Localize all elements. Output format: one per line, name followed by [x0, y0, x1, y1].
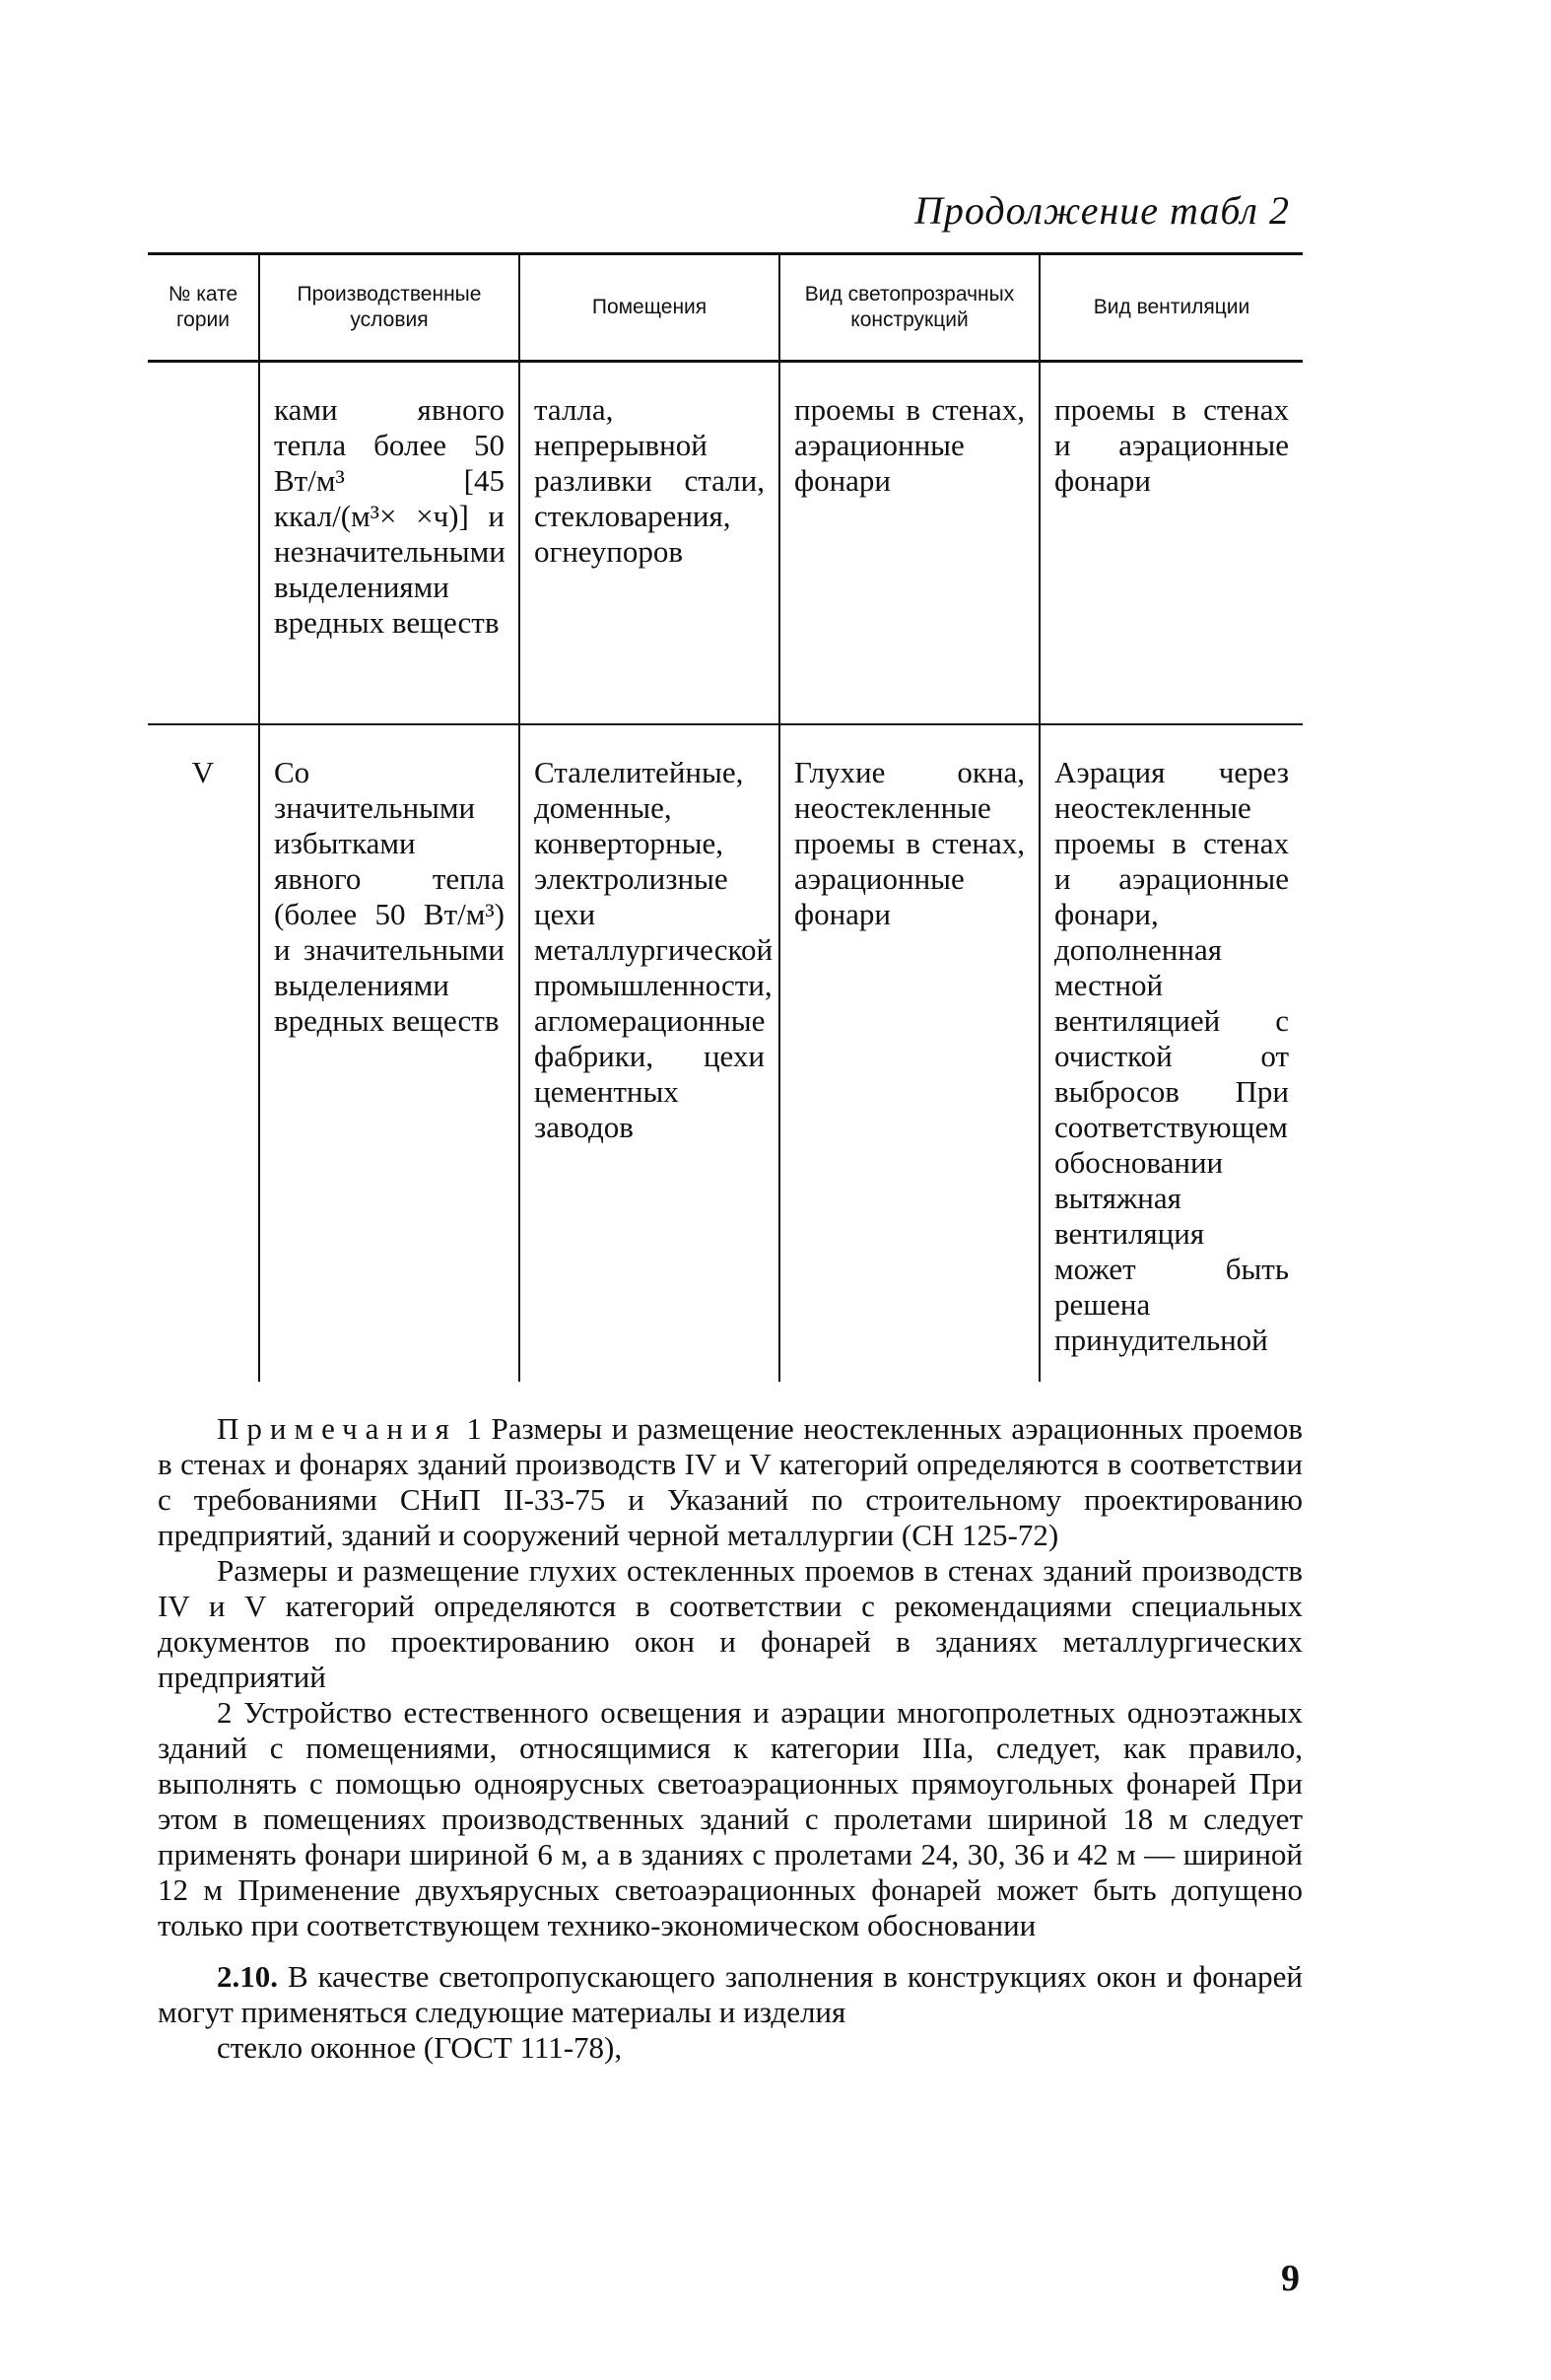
- cell-rooms: Сталелитейные, доменные, конверторные, электролизные цехи металлургической промышленности, агломерационные фабрики, цехи цементных заводов: [519, 724, 779, 1382]
- table-header-row: [148, 254, 1303, 362]
- cell-construction: проемы в стенах, аэрационные фонари: [779, 362, 1040, 725]
- note-1-text: 1 Размеры и размещение неостекленных аэрационных проемов в стенах и фонарях зданий производств IV и V категорий определяются в соответствии с требованиями СНиП II-33-75 и Указаний по строительному проектированию предприятий, зданий и сооружений черной металлургии (СН 125-72): [158, 1411, 1303, 1552]
- col-header-conditions: Производственные условия: [259, 254, 519, 362]
- clause-number: 2.10.: [217, 1959, 278, 1994]
- clause-list-item: стекло оконное (ГОСТ 111-78),: [217, 2030, 623, 2065]
- page-number: 9: [1281, 2258, 1300, 2299]
- table-row: [148, 724, 1303, 1382]
- note-paragraph-2: Размеры и размещение глухих остекленных проемов в стенах зданий производств IV и V категорий определяются в соответствии с рекомендациями специальных документов по проектированию окон и фонарей в зданиях металлургических предприятий: [158, 1553, 1303, 1694]
- cell-ventilation: проемы в стенах и аэрационные фонари: [1040, 362, 1303, 725]
- cell-conditions: Со значительными избытками явного тепла (более 50 Вт/м³) и значительными выделениями вредных веществ: [259, 724, 519, 1382]
- cell-category: [148, 362, 259, 725]
- col-header-category: № кате гории: [148, 254, 259, 362]
- table-continuation-caption: Продолжение табл 2: [913, 188, 1290, 233]
- note-paragraph-1: [158, 1411, 1303, 1553]
- col-header-construction: Вид светопрозрачных конструкций: [779, 254, 1040, 362]
- cell-construction: Глухие окна, неостекленные проемы в стенах, аэрационные фонари: [779, 724, 1040, 1382]
- cell-ventilation: Аэрация через неостекленные проемы в стенах и аэрационные фонари, дополненная местной вентиляцией с очисткой от выбросов При соответствующем обосновании вытяжная вентиляция может быть решена принудительной: [1040, 724, 1303, 1382]
- cell-category: V: [191, 755, 215, 789]
- col-header-rooms: Помещения: [519, 254, 779, 362]
- note-paragraph-3: 2 Устройство естественного освещения и аэрации многопролетных одноэтажных зданий с помещениями, относящимися к категории IIIа, следует, как правило, выполнять с помощью одноярусных светоаэрационных прямоугольных фонарей При этом в помещениях производственных зданий с пролетами шириной 18 м следует применять фонари шириной 6 м, а в зданиях с пролетами 24, 30, 36 и 42 м — шириной 12 м Применение двухъярусных светоаэрационных фонарей может быть допущено только при соответствующем технико-экономическом обосновании: [158, 1695, 1303, 1942]
- clause-text: В качестве светопропускающего заполнения в конструкциях окон и фонарей могут применяться следующие материалы и изделия: [158, 1959, 1304, 2029]
- notes-label: Примечания: [217, 1411, 457, 1446]
- notes-section: [158, 1411, 1303, 2066]
- categories-table: [148, 252, 1303, 1382]
- cell-conditions: ками явного тепла более 50 Вт/м³ [45 ккал/(м³× ×ч)] и незначительными выделениями вредных веществ: [259, 362, 519, 725]
- col-header-ventilation: Вид вентиляции: [1040, 254, 1303, 362]
- table-row: [148, 362, 1303, 725]
- cell-rooms: талла, непрерывной разливки стали, стекловарения, огнеупоров: [519, 362, 779, 725]
- clause-paragraph: [158, 1959, 1303, 2030]
